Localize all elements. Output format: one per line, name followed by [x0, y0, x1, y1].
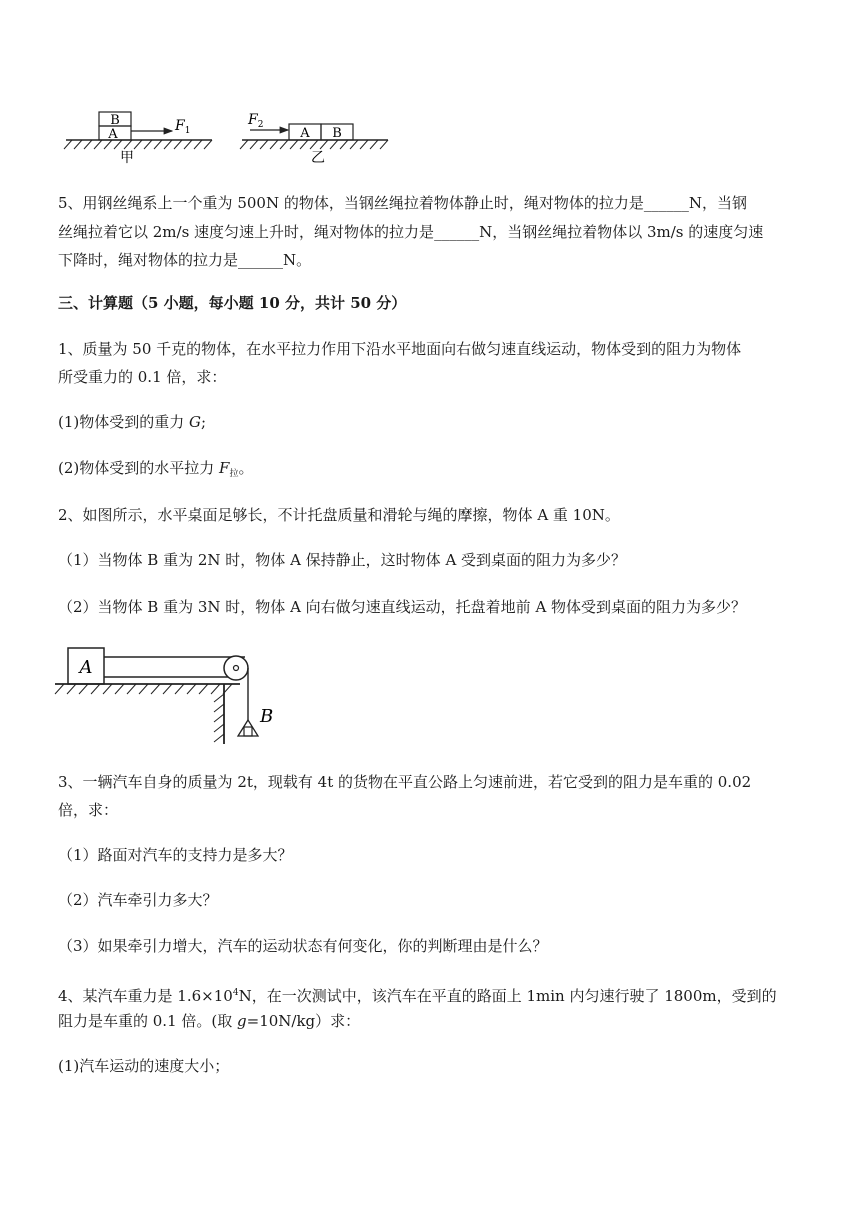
- figure-blocks-jia-yi: [0, 0, 860, 180]
- c4-line-1: 4、某汽车重力是 $1.6\times 10^4N$，在一次测试中，该汽车在平直的路面上 1min 内匀速行驶了 1800m，受到的: [58, 987, 777, 1005]
- table-edge-hatch: [214, 694, 224, 742]
- table-hatch: [55, 684, 232, 694]
- c3-part-2: （2）汽车牵引力多大？: [58, 891, 218, 909]
- c1-line-2: 所受重力的 0.1 倍，求：: [58, 368, 227, 386]
- c3-line-2: 倍，求：: [58, 801, 119, 819]
- c3-part-3: （3）如果牵引力增大，汽车的运动状态有何变化，你的判断理由是什么？: [58, 937, 548, 955]
- section-3-title: 三、计算题（5 小题，每小题 10 分，共计 50 分）: [58, 294, 407, 312]
- figure-pulley: [50, 640, 310, 750]
- block-a-label: A: [79, 657, 93, 678]
- q5-line-2: 丝绳拉着它以 2m/s 速度匀速上升时，绳对物体的拉力是______N，当钢丝绳拉着物体以 3m/s 的速度匀速: [58, 223, 764, 241]
- q5-line-3: 下降时，绳对物体的拉力是______N。: [58, 251, 312, 269]
- weight-on-tray: [244, 727, 252, 736]
- c2-part-1: （1）当物体 B 重为 2N 时，物体 A 保持静止，这时物体 A 受到桌面的阻力为多少？: [58, 551, 627, 569]
- c1-part-1: (1)物体受到的重力 G;: [58, 413, 207, 431]
- q5-blank-3[interactable]: ______: [238, 251, 284, 269]
- label-a-yi: A: [300, 126, 310, 141]
- tray-b: [238, 720, 258, 736]
- c2-line-1: 2、如图所示，水平桌面足够长，不计托盘质量和滑轮与绳的摩擦，物体 A 重 10N。: [58, 506, 620, 524]
- c2-part-2: （2）当物体 B 重为 3N 时，物体 A 向右做匀速直线运动，托盘着地前 A 物体受到桌面的阻力为多少？: [58, 598, 747, 616]
- q5-blank-1[interactable]: ______: [643, 194, 689, 212]
- caption-jia: 甲: [120, 150, 134, 166]
- force-label-f1: $F_1$: [175, 118, 191, 136]
- force-label-f2: $F_2$: [248, 112, 264, 130]
- label-b-jia: B: [110, 113, 120, 128]
- c1-part-2: (2)物体受到的水平拉力 $F_拉$。: [58, 459, 254, 479]
- block-b-label: B: [260, 706, 274, 727]
- pulley-wheel: [224, 656, 248, 680]
- label-b-yi: B: [332, 126, 342, 141]
- ground-yi: [240, 140, 388, 149]
- ground-jia: [64, 140, 212, 149]
- c4-part-1: (1)汽车运动的速度大小；: [58, 1057, 230, 1075]
- label-a-jia: A: [108, 127, 118, 142]
- c3-line-1: 3、一辆汽车自身的质量为 2t，现载有 4t 的货物在平直公路上匀速前进，若它受到的阻力是车重的 0.02: [58, 773, 752, 791]
- c4-line-2: 阻力是车重的 0.1 倍。(取 g=10N/kg）求：: [58, 1012, 361, 1030]
- c3-part-1: （1）路面对汽车的支持力是多大？: [58, 846, 293, 864]
- q5-blank-2[interactable]: ______: [434, 223, 480, 241]
- c1-line-1: 1、质量为 50 千克的物体，在水平拉力作用下沿水平地面向右做匀速直线运动，物体受到的阻力为物体: [58, 340, 742, 358]
- caption-yi: 乙: [311, 150, 325, 166]
- q5-line-1: 5、用钢丝绳系上一个重为 500N 的物体，当钢丝绳拉着物体静止时，绳对物体的拉力是______N，当钢: [58, 194, 747, 212]
